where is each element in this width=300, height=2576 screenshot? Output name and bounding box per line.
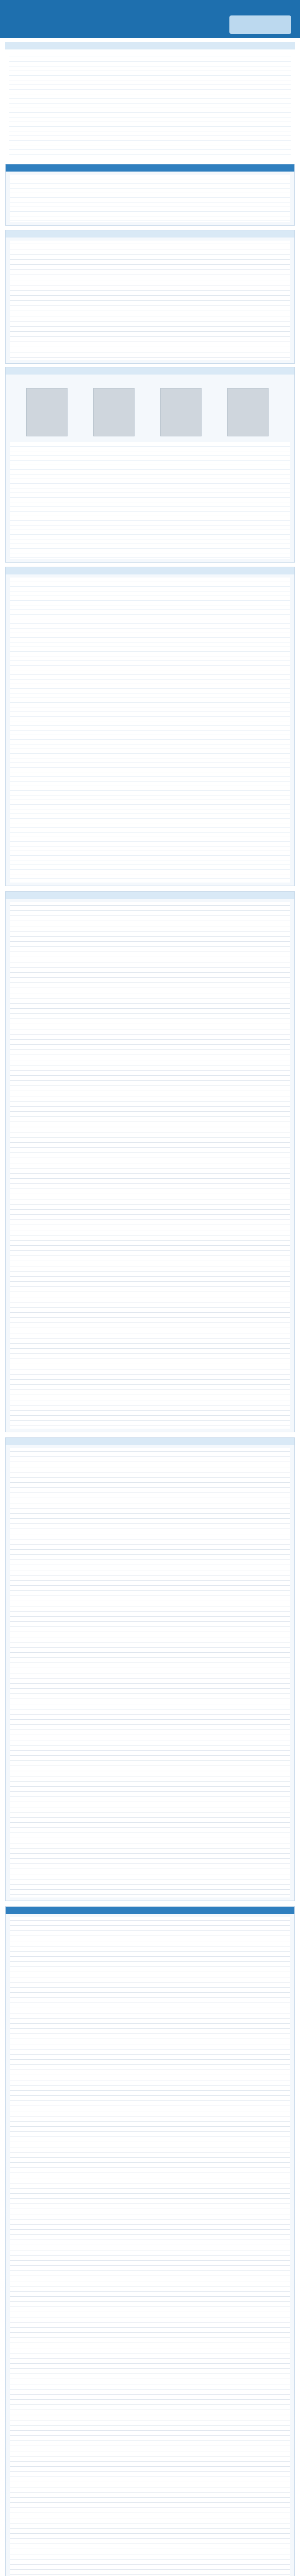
worship-order-section <box>5 42 295 161</box>
notice-panel <box>5 230 295 364</box>
person-photo <box>160 388 202 436</box>
people-panel <box>5 367 295 563</box>
header-badge <box>229 15 291 34</box>
schedule-panel <box>5 567 295 886</box>
article-panel <box>5 1906 295 2576</box>
info-panel <box>5 164 295 226</box>
person-photo <box>227 388 269 436</box>
news-panel <box>5 891 295 1432</box>
header <box>0 0 300 38</box>
header-title <box>124 5 237 12</box>
person-photo <box>93 388 135 436</box>
person-photo <box>26 388 68 436</box>
guide-panel <box>5 1437 295 1901</box>
